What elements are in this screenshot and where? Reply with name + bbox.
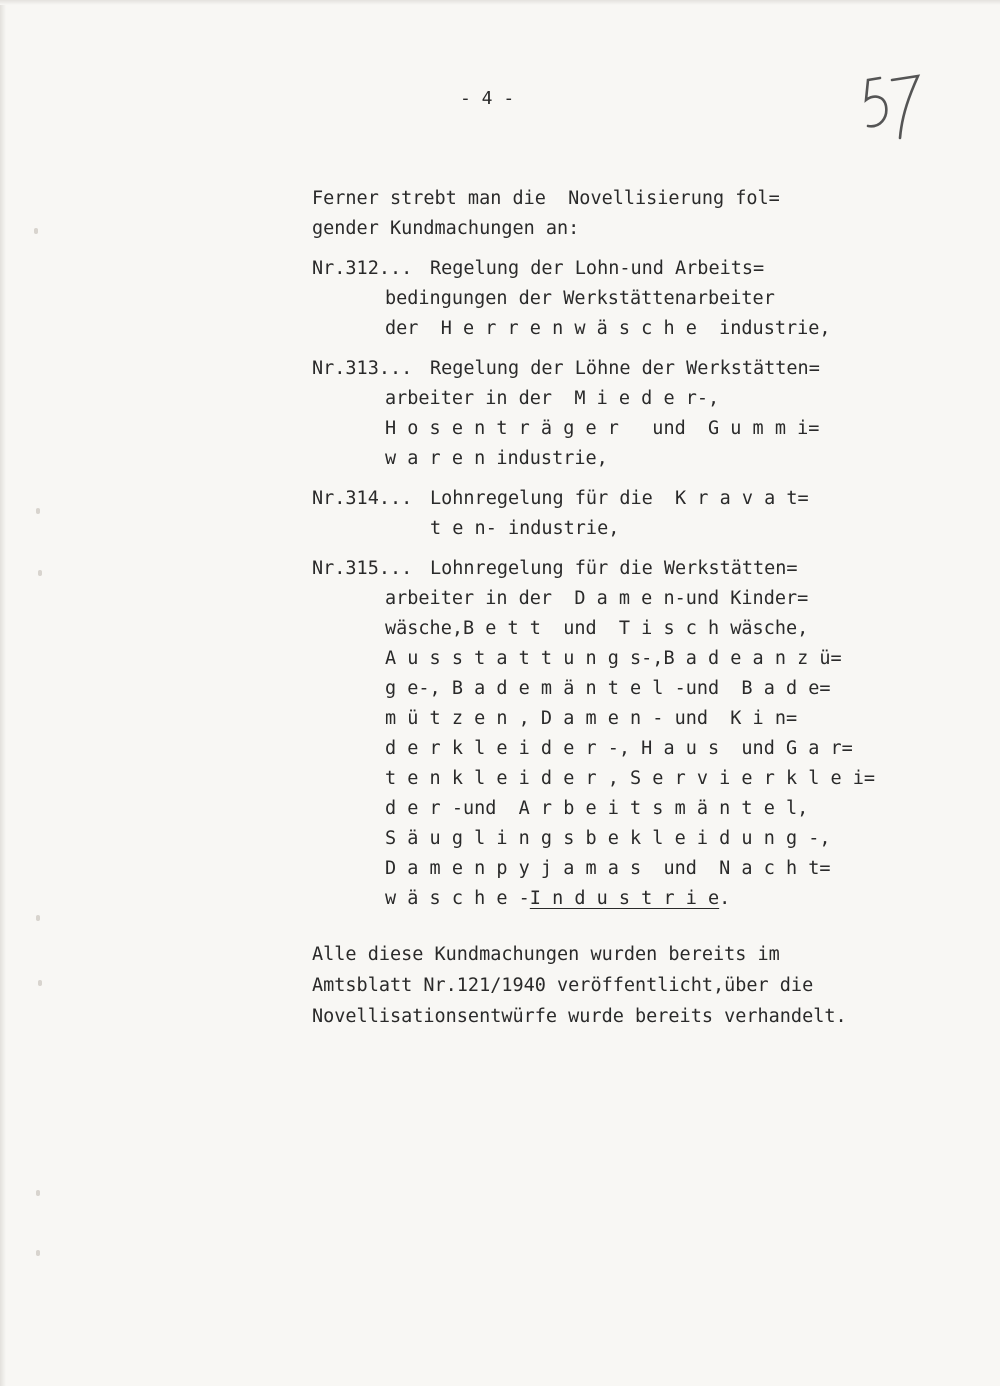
item-315-line-2: arbeiter in der D a m e n-und Kinder= — [385, 588, 809, 609]
item-313-line-3: H o s e n t r ä g e r und G u m m i= — [385, 418, 820, 439]
punch-mark — [36, 1250, 40, 1256]
item-315-line-9: d e r -und A r b e i t s m ä n t e l, — [385, 798, 809, 819]
item-315-line-4: A u s s t a t t u n g s-,B a d e a n z ü= — [385, 648, 842, 669]
closing-line-1: Alle diese Kundmachungen wurden bereits im — [312, 944, 780, 965]
punch-mark — [38, 570, 42, 576]
item-315-line-3: wäsche,B e t t und T i s c h wäsche, — [385, 618, 809, 639]
item-313-line-4: w a r e n industrie, — [385, 448, 608, 469]
punch-mark — [36, 1190, 40, 1196]
item-315-line-8: t e n k l e i d e r , S e r v i e r k l e i= — [385, 768, 876, 789]
folio-handwriting — [858, 66, 928, 146]
item-315-line-10: S ä u g l i n g s b e k l e i d u n g -, — [385, 828, 831, 849]
closing-line-2: Amtsblatt Nr.121/1940 veröffentlicht,über die — [312, 975, 814, 996]
item-315-last-word: w ä s c h e - — [385, 888, 530, 909]
page-edge-top — [0, 0, 1000, 5]
item-314-line-2: t e n- industrie, — [430, 518, 620, 539]
punch-mark — [36, 508, 40, 514]
underlined-industrie: I n d u s t r i e — [529, 888, 720, 909]
item-315-line-12 — [385, 890, 730, 909]
item-313-line-1: Regelung der Löhne der Werkstätten= — [430, 358, 820, 379]
punch-mark — [34, 228, 38, 234]
punch-mark — [36, 915, 40, 921]
item-315-line-11: D a m e n p y j a m a s und N a c h t= — [385, 858, 831, 879]
item-number-315: Nr.315... — [312, 558, 413, 579]
item-315-line-1: Lohnregelung für die Werkstätten= — [430, 558, 798, 579]
item-number-312: Nr.312... — [312, 258, 413, 279]
page-edge — [0, 0, 6, 1386]
item-312-line-3: der H e r r e n w ä s c h e industrie, — [385, 318, 831, 339]
item-315-line-5: g e-, B a d e m ä n t e l -und B a d e= — [385, 678, 831, 699]
closing-line-3: Novellisationsentwürfe wurde bereits verhandelt. — [312, 1006, 847, 1027]
intro-line-1: Ferner strebt man die Novellisierung fol= — [312, 188, 780, 209]
item-315-line-7: d e r k l e i d e r -, H a u s und G a r= — [385, 738, 853, 759]
punch-mark — [38, 980, 42, 986]
intro-line-2: gender Kundmachungen an: — [312, 218, 580, 239]
item-313-line-2: arbeiter in der M i e d e r-, — [385, 388, 720, 409]
item-number-314: Nr.314... — [312, 488, 413, 509]
item-312-line-1: Regelung der Lohn-und Arbeits= — [430, 258, 765, 279]
handwritten-folio-number — [858, 66, 928, 146]
final-period: . — [719, 888, 731, 909]
item-315-line-6: m ü t z e n , D a m e n - und K i n= — [385, 708, 798, 729]
item-314-line-1: Lohnregelung für die K r a v a t= — [430, 488, 809, 509]
page-number: - 4 - — [460, 88, 515, 109]
item-number-313: Nr.313... — [312, 358, 413, 379]
item-312-line-2: bedingungen der Werkstättenarbeiter — [385, 288, 775, 309]
